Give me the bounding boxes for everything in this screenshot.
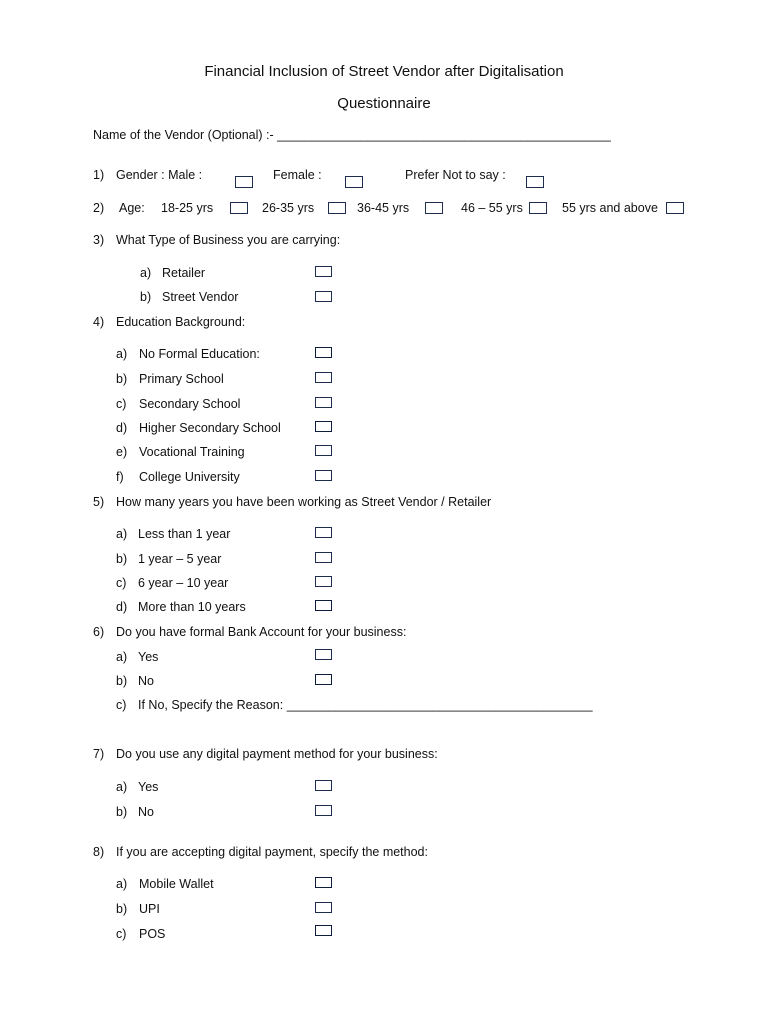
q1-number: 1) bbox=[93, 168, 105, 182]
option-label: No bbox=[138, 805, 154, 819]
q7-no-checkbox[interactable] bbox=[315, 805, 332, 816]
q2-option-label: 26-35 yrs bbox=[262, 201, 315, 215]
q6-question: Do you have formal Bank Account for your business: bbox=[116, 625, 407, 639]
option-letter: f) bbox=[116, 470, 124, 484]
q3-number: 3) bbox=[93, 233, 105, 247]
option-label: College University bbox=[139, 470, 240, 484]
option-letter: a) bbox=[116, 877, 128, 891]
option-label: Street Vendor bbox=[162, 290, 239, 304]
option-letter: c) bbox=[116, 698, 127, 712]
q2-age-label: Age: bbox=[119, 201, 145, 215]
q2-age-checkbox[interactable] bbox=[328, 202, 346, 214]
option-letter: d) bbox=[116, 421, 128, 435]
q2-number: 2) bbox=[93, 201, 105, 215]
page-subtitle: Questionnaire bbox=[337, 95, 431, 112]
q4-checkbox[interactable] bbox=[315, 421, 332, 432]
option-letter: b) bbox=[116, 372, 128, 386]
option-label: Higher Secondary School bbox=[139, 421, 281, 435]
option-letter: c) bbox=[116, 927, 127, 941]
q3-retailer-checkbox[interactable] bbox=[315, 266, 332, 277]
option-letter: b) bbox=[116, 674, 128, 688]
option-letter: a) bbox=[116, 527, 128, 541]
q1-prefer-label: Prefer Not to say : bbox=[405, 168, 506, 182]
option-letter: a) bbox=[116, 347, 128, 361]
option-letter: b) bbox=[116, 902, 128, 916]
q2-age-checkbox[interactable] bbox=[529, 202, 547, 214]
q1-female-checkbox[interactable] bbox=[345, 176, 363, 188]
q7-yes-checkbox[interactable] bbox=[315, 780, 332, 791]
q4-checkbox[interactable] bbox=[315, 372, 332, 383]
option-letter: d) bbox=[116, 600, 128, 614]
q1-female-label: Female : bbox=[273, 168, 322, 182]
option-label: Retailer bbox=[162, 266, 206, 280]
q8-question: If you are accepting digital payment, specify the method: bbox=[116, 845, 428, 859]
option-label: Yes bbox=[138, 780, 159, 794]
q6-yes-checkbox[interactable] bbox=[315, 649, 332, 660]
q5-checkbox[interactable] bbox=[315, 576, 332, 587]
option-label: 1 year – 5 year bbox=[138, 552, 222, 566]
option-label: Primary School bbox=[139, 372, 224, 386]
q5-checkbox[interactable] bbox=[315, 527, 332, 538]
option-label: UPI bbox=[139, 902, 160, 916]
option-label: No bbox=[138, 674, 154, 688]
q5-checkbox[interactable] bbox=[315, 600, 332, 611]
option-letter: b) bbox=[140, 290, 152, 304]
q2-option-label: 36-45 yrs bbox=[357, 201, 410, 215]
option-letter: c) bbox=[116, 576, 127, 590]
option-label: No Formal Education: bbox=[139, 347, 260, 361]
q8-checkbox[interactable] bbox=[315, 902, 332, 913]
q4-checkbox[interactable] bbox=[315, 397, 332, 408]
q4-question: Education Background: bbox=[116, 315, 246, 329]
q5-checkbox[interactable] bbox=[315, 552, 332, 563]
option-letter: b) bbox=[116, 552, 128, 566]
q3-question: What Type of Business you are carrying: bbox=[116, 233, 341, 247]
option-letter: a) bbox=[116, 780, 128, 794]
q6-reason-field[interactable]: If No, Specify the Reason: ____________________________________________ bbox=[138, 698, 593, 712]
q2-option-label: 55 yrs and above bbox=[562, 201, 658, 215]
q8-checkbox[interactable] bbox=[315, 925, 332, 936]
q6-number: 6) bbox=[93, 625, 105, 639]
option-label: Vocational Training bbox=[139, 445, 245, 459]
q7-question: Do you use any digital payment method for your business: bbox=[116, 747, 438, 761]
option-label: Less than 1 year bbox=[138, 527, 231, 541]
q4-checkbox[interactable] bbox=[315, 445, 332, 456]
q7-number: 7) bbox=[93, 747, 105, 761]
option-label: Yes bbox=[138, 650, 159, 664]
q3-street-vendor-checkbox[interactable] bbox=[315, 291, 332, 302]
option-letter: c) bbox=[116, 397, 127, 411]
q4-number: 4) bbox=[93, 315, 105, 329]
q4-checkbox[interactable] bbox=[315, 470, 332, 481]
option-label: Secondary School bbox=[139, 397, 241, 411]
q6-no-checkbox[interactable] bbox=[315, 674, 332, 685]
option-label: More than 10 years bbox=[138, 600, 246, 614]
q1-male-checkbox[interactable] bbox=[235, 176, 253, 188]
q2-option-label: 18-25 yrs bbox=[161, 201, 214, 215]
option-label: Mobile Wallet bbox=[139, 877, 214, 891]
q2-age-checkbox[interactable] bbox=[666, 202, 684, 214]
q2-age-checkbox[interactable] bbox=[425, 202, 443, 214]
option-letter: e) bbox=[116, 445, 128, 459]
q5-number: 5) bbox=[93, 495, 105, 509]
option-letter: a) bbox=[140, 266, 152, 280]
q5-question: How many years you have been working as Street Vendor / Retailer bbox=[116, 495, 492, 509]
q2-option-label: 46 – 55 yrs bbox=[461, 201, 523, 215]
vendor-name-field[interactable]: Name of the Vendor (Optional) :- ________________________________________________ bbox=[93, 128, 611, 142]
q4-checkbox[interactable] bbox=[315, 347, 332, 358]
option-label: POS bbox=[139, 927, 166, 941]
page-title: Financial Inclusion of Street Vendor after Digitalisation bbox=[204, 63, 564, 80]
q8-checkbox[interactable] bbox=[315, 877, 332, 888]
option-letter: a) bbox=[116, 650, 128, 664]
option-letter: b) bbox=[116, 805, 128, 819]
q8-number: 8) bbox=[93, 845, 105, 859]
q2-age-checkbox[interactable] bbox=[230, 202, 248, 214]
q1-gender-label: Gender : Male : bbox=[116, 168, 203, 182]
q1-prefer-checkbox[interactable] bbox=[526, 176, 544, 188]
option-label: 6 year – 10 year bbox=[138, 576, 229, 590]
